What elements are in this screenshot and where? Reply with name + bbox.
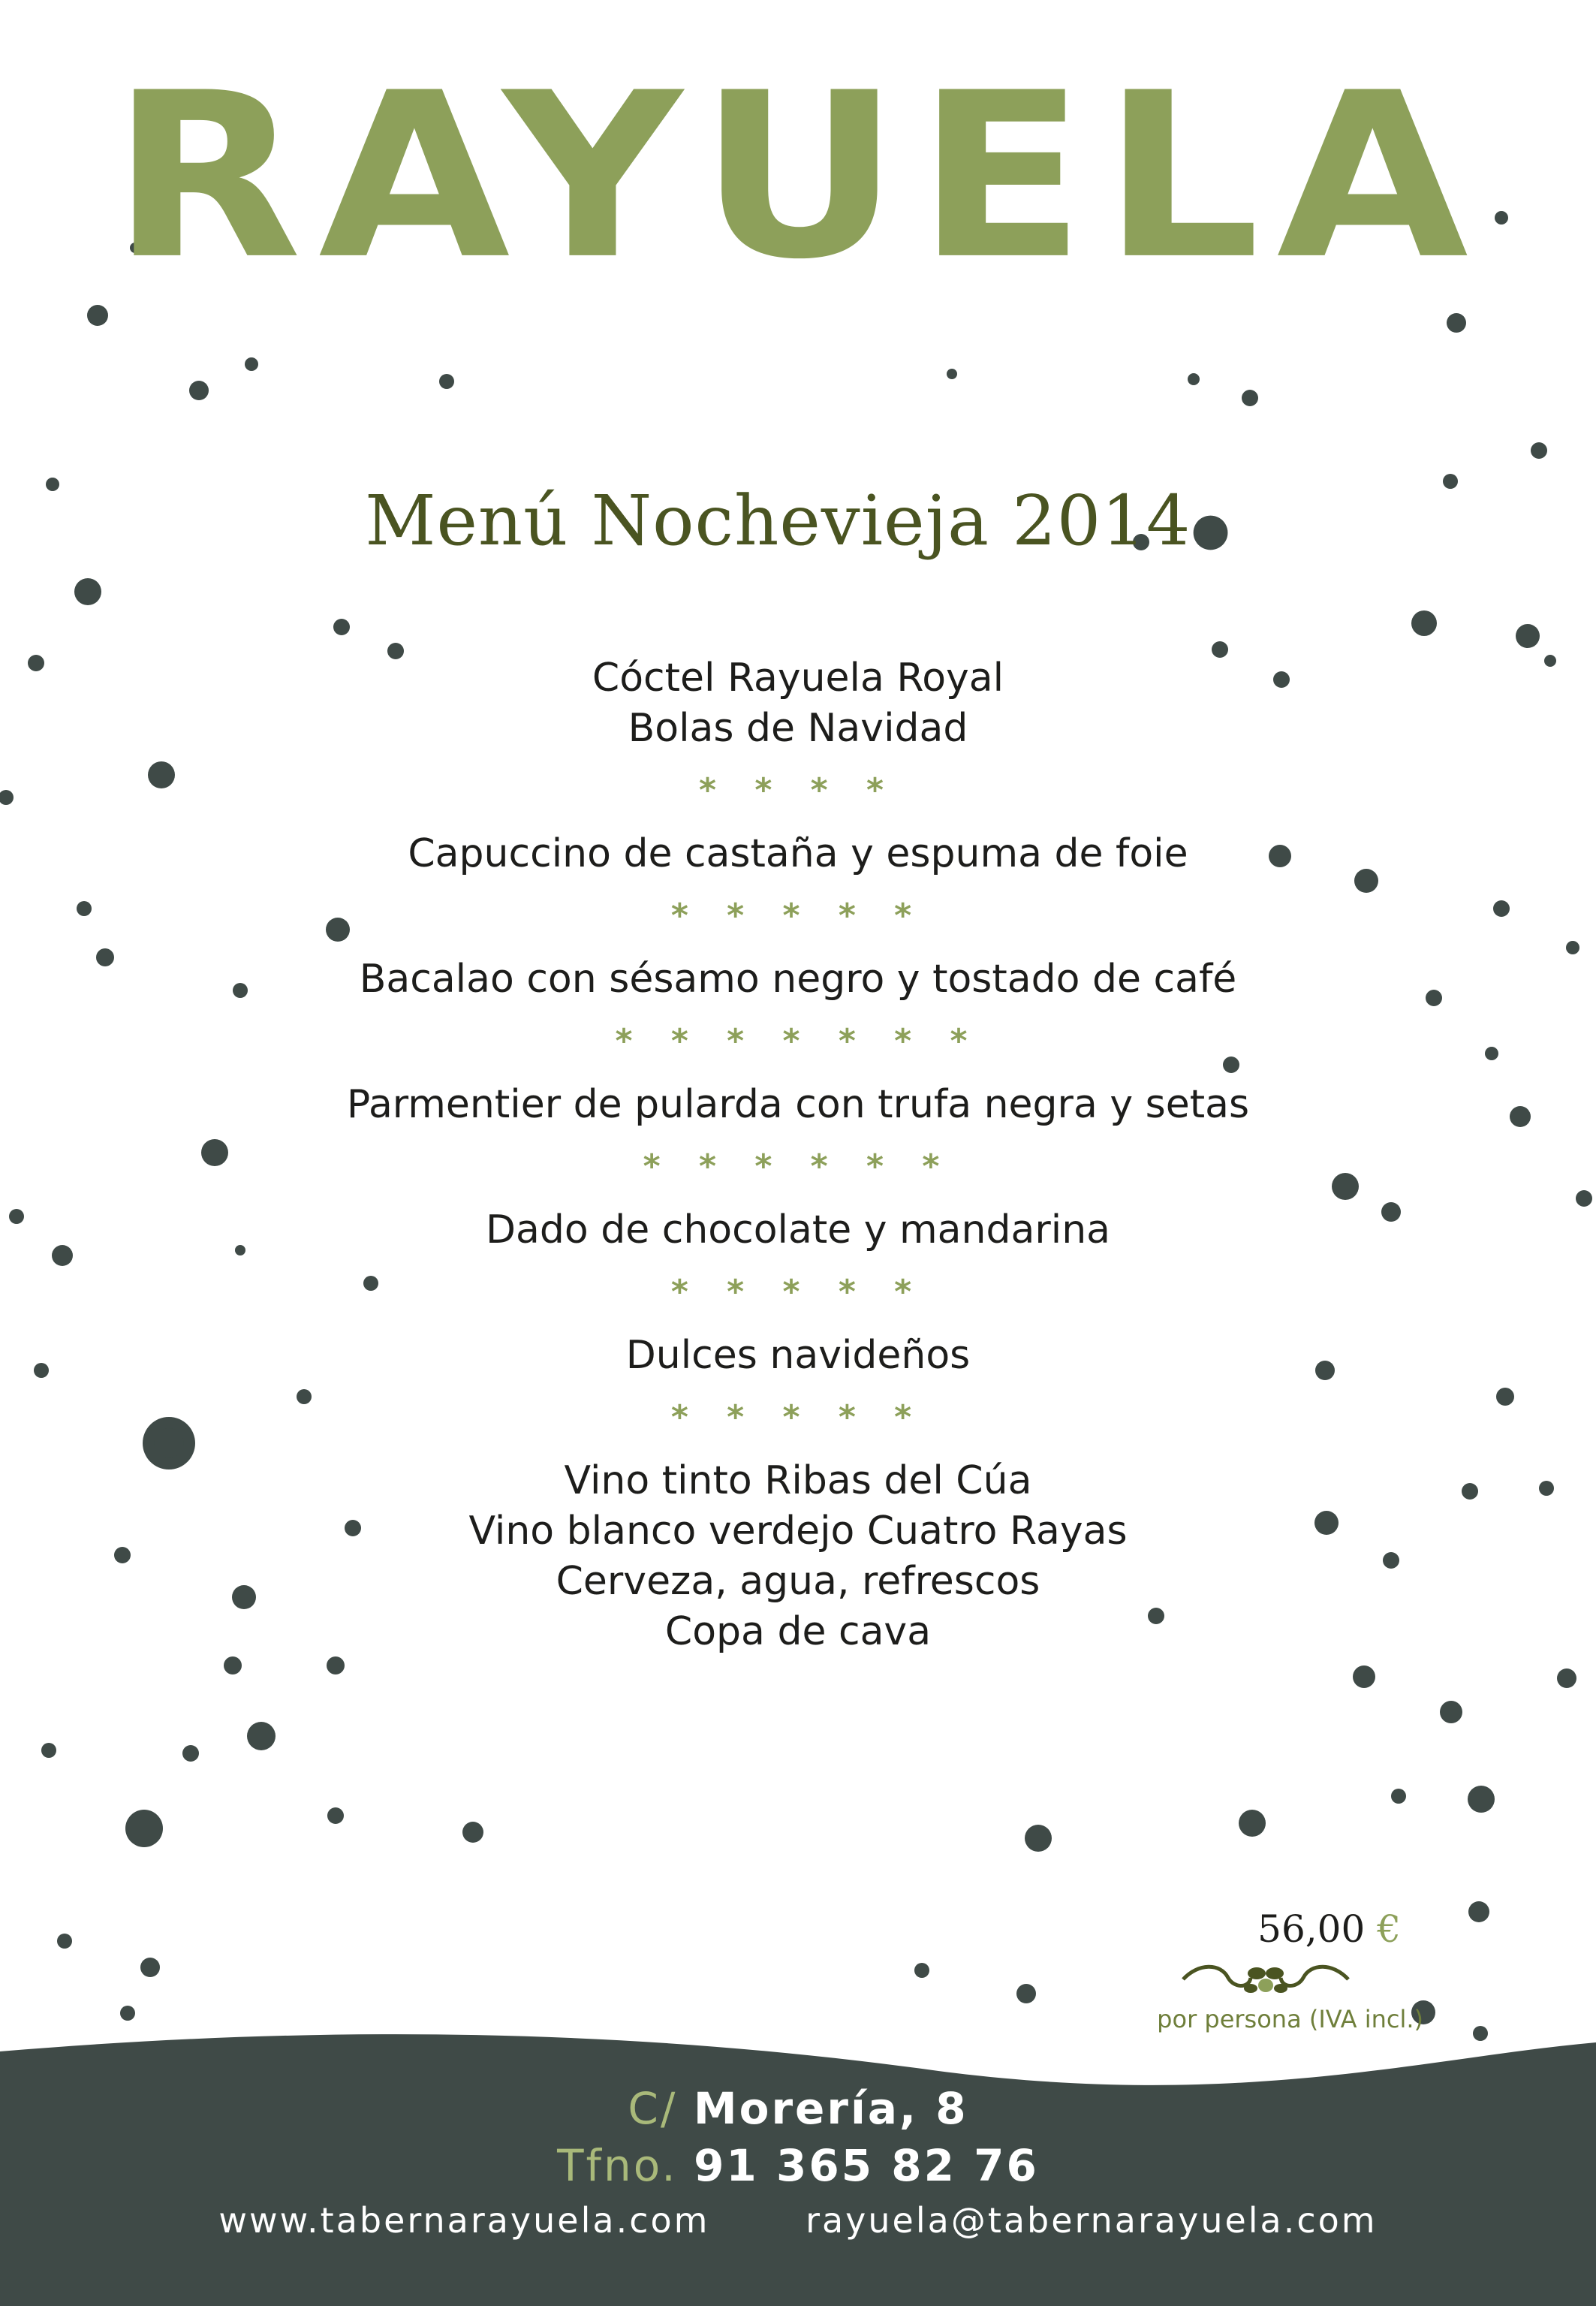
menu-title-text: Menú Nochevieja 2014 — [365, 481, 1191, 561]
course-1 — [0, 653, 1596, 809]
price-note: por persona (IVA incl.) — [1157, 2005, 1423, 2033]
website-link[interactable]: www.tabernarayuela.com — [218, 2200, 710, 2241]
drink-item: Vino tinto Ribas del Cúa — [564, 1458, 1032, 1503]
dot — [947, 369, 957, 379]
dot — [1468, 1901, 1489, 1922]
title-dot: ● — [1191, 503, 1231, 556]
drink-item: Cerveza, agua, refrescos — [556, 1559, 1040, 1604]
course-separator: * * * * * * — [643, 1147, 953, 1186]
dot — [41, 1743, 56, 1758]
drink-item: Copa de cava — [664, 1609, 932, 1654]
course-item: Dulces navideños — [625, 1333, 971, 1378]
dot — [1411, 610, 1437, 636]
course-6 — [0, 1331, 1596, 1436]
dot — [74, 578, 101, 605]
dot — [1516, 624, 1540, 648]
email-link[interactable]: rayuela@tabernarayuela.com — [806, 2200, 1378, 2241]
price-block — [1108, 1907, 1423, 2033]
price — [1108, 1907, 1423, 1951]
dot — [333, 619, 350, 635]
dot — [1016, 1984, 1036, 2003]
contact-line — [0, 2200, 1596, 2241]
course-5 — [0, 1205, 1596, 1311]
price-currency: € — [1377, 1907, 1401, 1951]
ornament-flourish-icon — [1176, 1955, 1356, 2000]
dot — [914, 1963, 929, 1978]
course-item: Capuccino de castaña y espuma de foie — [408, 831, 1188, 876]
dot — [1188, 373, 1200, 385]
dot — [57, 1934, 72, 1949]
address-line — [0, 2080, 1596, 2137]
course-4 — [0, 1080, 1596, 1186]
phone-label: Tfno. — [557, 2140, 678, 2191]
course-item: Cóctel Rayuela Royal — [592, 656, 1004, 701]
drink-item: Vino blanco verdejo Cuatro Rayas — [468, 1509, 1128, 1554]
menu-title — [0, 481, 1596, 561]
dot — [182, 1745, 199, 1762]
dot — [327, 1807, 344, 1824]
dot — [1391, 1789, 1406, 1804]
dot — [1242, 390, 1258, 406]
course-separator: * * * * — [699, 771, 897, 809]
course-separator: * * * * * — [670, 897, 926, 935]
course-3 — [0, 954, 1596, 1060]
dot — [247, 1722, 276, 1750]
course-item: Bacalao con sésamo negro y tostado de café — [359, 957, 1237, 1002]
dot — [87, 305, 108, 326]
course-item: Bolas de Navidad — [628, 706, 968, 751]
phone-line — [0, 2137, 1596, 2194]
course-separator: * * * * * — [670, 1398, 926, 1436]
dot — [1468, 1786, 1495, 1813]
address-label: C/ — [628, 2083, 678, 2134]
footer — [0, 2080, 1596, 2241]
dot — [189, 381, 209, 400]
course-item: Dado de chocolate y mandarina — [485, 1207, 1111, 1252]
dot — [462, 1822, 483, 1843]
dot — [125, 1810, 163, 1847]
course-2 — [0, 829, 1596, 935]
dot — [1557, 1668, 1576, 1688]
dot — [140, 1958, 160, 1977]
dot — [1025, 1825, 1052, 1852]
dot — [1440, 1701, 1462, 1723]
course-item: Parmentier de pularda con trufa negra y setas — [346, 1082, 1250, 1127]
price-amount: 56,00 — [1257, 1907, 1366, 1951]
dot — [439, 374, 454, 389]
course-separator: * * * * * — [670, 1273, 926, 1311]
dot — [120, 2006, 135, 2021]
course-list — [0, 653, 1596, 1657]
dot — [1447, 313, 1466, 333]
dot — [1353, 1665, 1375, 1688]
dot — [1531, 442, 1547, 459]
dot — [224, 1656, 242, 1674]
dot — [327, 1656, 345, 1674]
dot — [1239, 1810, 1266, 1837]
brand-logo: RAYUELA — [111, 44, 1485, 309]
phone-value[interactable]: 91 365 82 76 — [694, 2140, 1039, 2191]
address-value: Morería, 8 — [693, 2083, 968, 2134]
course-separator: * * * * * * * — [615, 1022, 981, 1060]
drinks — [0, 1456, 1596, 1657]
dot — [245, 357, 258, 371]
